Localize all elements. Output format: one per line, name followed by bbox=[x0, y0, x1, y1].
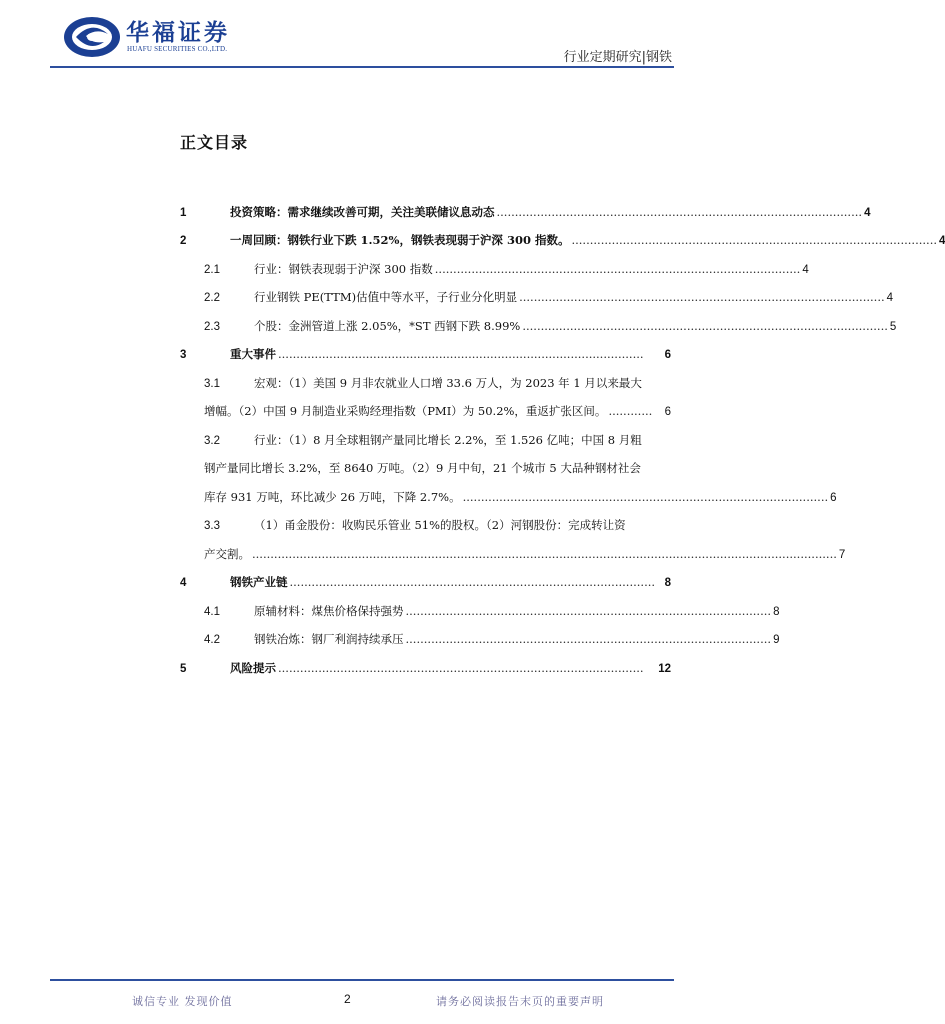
toc-text: 产交割。 bbox=[204, 547, 250, 561]
page-header bbox=[0, 0, 724, 70]
toc-page: 4 bbox=[939, 235, 945, 247]
toc-leader: .................................................................................................... bbox=[278, 347, 644, 361]
toc-page: 4 bbox=[864, 207, 871, 219]
toc-text: 库存 931 万吨，环比减少 26 万吨，下降 2.7%。 bbox=[204, 490, 461, 504]
toc-entry[interactable] bbox=[204, 258, 809, 280]
toc-text: （1）甬金股份：收购民乐管业 51%的股权。（2）河钢股份：完成转让资 bbox=[254, 518, 626, 532]
toc-leader: .................................................................................................... bbox=[571, 233, 938, 247]
toc-text: 原辅材料：煤焦价格保持强势 bbox=[254, 604, 404, 618]
toc-entry[interactable] bbox=[180, 201, 871, 223]
toc-number: 2 bbox=[180, 235, 187, 247]
toc-text: 个股：金洲管道上涨 2.05%，*ST 西钢下跌 8.99% bbox=[254, 319, 521, 333]
toc-number: 4.1 bbox=[204, 606, 220, 618]
toc-page: 12 bbox=[658, 663, 671, 675]
toc-number: 2.3 bbox=[204, 321, 220, 333]
footer-slogan: 诚信专业 发现价值 bbox=[132, 995, 233, 1008]
toc-leader: ................................................................................................................................................................ bbox=[252, 547, 837, 561]
toc-text: 宏观：（1）美国 9 月非农就业人口增 33.6 万人，为 2023 年 1 月以来最大 bbox=[254, 376, 642, 390]
toc-page: 7 bbox=[838, 549, 846, 561]
toc-entry-continued[interactable] bbox=[204, 543, 846, 565]
toc-leader: .................................................................................................... bbox=[519, 290, 885, 304]
toc-text: 钢铁产业链 bbox=[230, 575, 288, 589]
toc-page: 9 bbox=[773, 634, 780, 646]
toc-page: 6 bbox=[664, 406, 671, 418]
toc-page: 4 bbox=[886, 292, 894, 304]
toc-number: 5 bbox=[180, 663, 187, 675]
footer-divider bbox=[50, 979, 674, 981]
toc-leader: .................................................................................................... bbox=[496, 205, 863, 219]
toc-leader: .................................................................................................... bbox=[278, 661, 644, 675]
header-divider bbox=[50, 66, 674, 68]
toc-number: 4.2 bbox=[204, 634, 220, 646]
toc-page: 6 bbox=[830, 492, 837, 504]
toc-leader: .................................................................................................... bbox=[405, 632, 772, 646]
toc-text: 行业：（1）8 月全球粗钢产量同比增长 2.2%，至 1.526 亿吨；中国 8 月粗 bbox=[254, 433, 642, 447]
toc-number: 1 bbox=[180, 207, 187, 219]
toc-entry[interactable] bbox=[204, 372, 671, 394]
toc-leader: .................................................................................................... bbox=[522, 319, 888, 333]
logo-english-name: HUAFU SECURITIES CO.,LTD. bbox=[127, 45, 228, 53]
toc-entry-continued[interactable] bbox=[204, 400, 671, 422]
logo-chinese-name: 华福证券 bbox=[126, 20, 230, 46]
page-number: 2 bbox=[344, 992, 351, 1006]
toc-page: 8 bbox=[773, 606, 780, 618]
huafu-logo-icon bbox=[62, 14, 122, 60]
toc-leader: ............ bbox=[608, 404, 653, 418]
toc-text: 行业：钢铁表现弱于沪深 300 指数 bbox=[254, 262, 433, 276]
toc-title: 正文目录 bbox=[180, 133, 249, 152]
toc-page: 4 bbox=[802, 264, 809, 276]
toc-text: 增幅。（2）中国 9 月制造业采购经理指数（PMI）为 50.2%，重返扩张区间。 bbox=[204, 404, 607, 418]
toc-entry[interactable] bbox=[180, 343, 671, 365]
toc-entry-continued[interactable] bbox=[204, 457, 671, 479]
toc-text: 钢铁冶炼：钢厂利润持续承压 bbox=[254, 632, 404, 646]
toc-text: 重大事件 bbox=[230, 347, 276, 361]
toc-text: 钢产量同比增长 3.2%，至 8640 万吨。（2）9 月中旬，21 个城市 5 大品种钢材社会 bbox=[204, 461, 641, 475]
toc-number: 4 bbox=[180, 577, 187, 589]
toc-leader: .................................................................................................... bbox=[289, 575, 656, 589]
toc-entry[interactable] bbox=[204, 628, 780, 650]
toc-number: 3.3 bbox=[204, 520, 220, 532]
toc-page: 8 bbox=[664, 577, 671, 589]
toc-entry[interactable] bbox=[180, 657, 671, 679]
toc-leader: .................................................................................................... bbox=[462, 490, 829, 504]
report-type: 行业定期研究|钢铁 bbox=[563, 50, 672, 65]
toc-entry[interactable] bbox=[180, 229, 945, 251]
toc-entry[interactable] bbox=[204, 429, 671, 451]
toc-page: 5 bbox=[889, 321, 897, 333]
toc-text: 行业钢铁 PE(TTM)估值中等水平，子行业分化明显 bbox=[254, 290, 518, 304]
toc-number: 3 bbox=[180, 349, 187, 361]
toc-number: 2.1 bbox=[204, 264, 220, 276]
footer-disclaimer: 请务必阅读报告末页的重要声明 bbox=[436, 995, 604, 1008]
toc-entry[interactable] bbox=[204, 600, 780, 622]
toc-page: 6 bbox=[664, 349, 671, 361]
toc-number: 3.2 bbox=[204, 435, 220, 447]
toc-leader: .................................................................................................... bbox=[405, 604, 772, 618]
toc-number: 3.1 bbox=[204, 378, 220, 390]
toc-text: 风险提示 bbox=[230, 661, 276, 675]
toc-entry[interactable] bbox=[180, 571, 671, 593]
toc-entry-continued[interactable] bbox=[204, 486, 837, 508]
toc-text: 一周回顾：钢铁行业下跌 1.52%，钢铁表现弱于沪深 300 指数。 bbox=[230, 233, 570, 247]
toc-number: 2.2 bbox=[204, 292, 220, 304]
toc-entry[interactable] bbox=[204, 315, 897, 337]
toc-entry[interactable] bbox=[204, 514, 671, 536]
toc-entry[interactable] bbox=[204, 286, 894, 308]
toc-leader: .................................................................................................... bbox=[434, 262, 801, 276]
toc-text: 投资策略：需求继续改善可期，关注美联储议息动态 bbox=[230, 205, 495, 219]
